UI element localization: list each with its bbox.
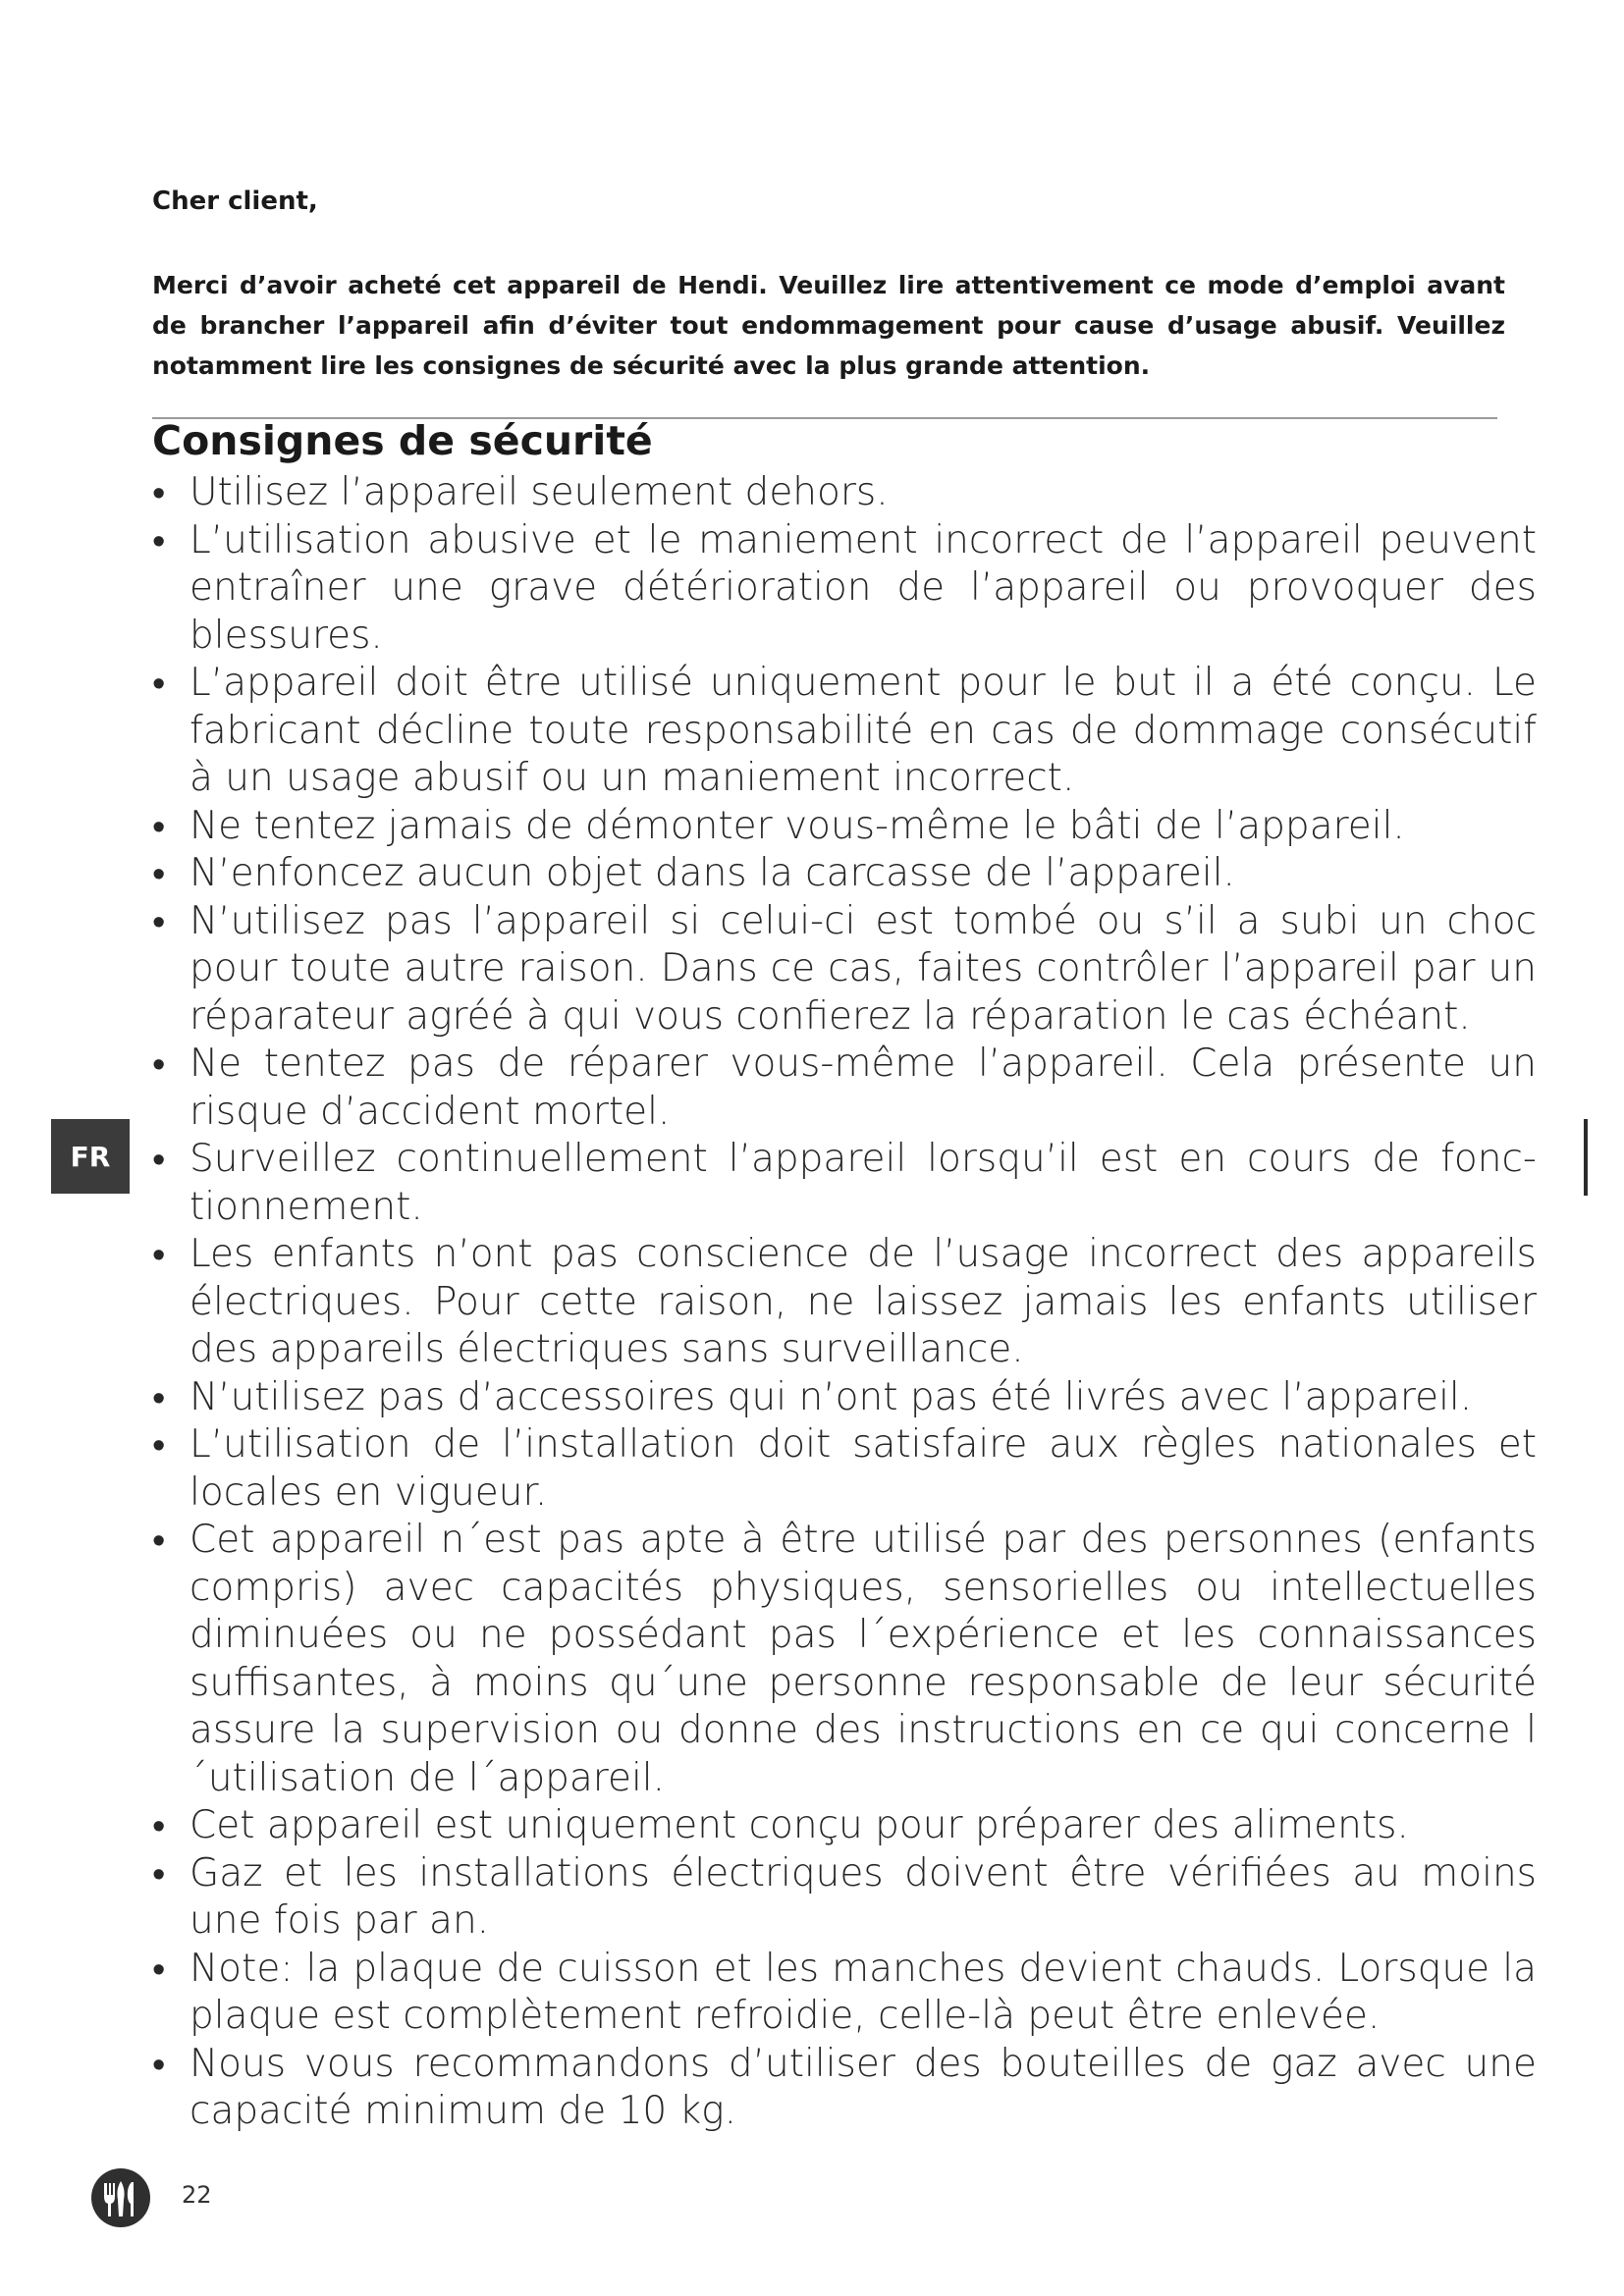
safety-item: • Ne tentez pas de réparer vous-même l’appareil. Cela présente un risque d’accident mortel. (152, 1041, 1537, 1136)
section-title: Consignes de sécurité (152, 417, 653, 464)
language-tab: FR (51, 1119, 130, 1194)
safety-item: • Gaz et les installations électriques doivent être vérifiées au moins une fois par an. (152, 1850, 1537, 1946)
cutlery-logo-icon (90, 2167, 151, 2228)
safety-item: • N’enfoncez aucun objet dans la carcasse de l’appareil. (152, 850, 1537, 898)
safety-item: • Ne tentez jamais de démonter vous-même le bâti de l’appareil. (152, 803, 1537, 851)
safety-item: • N’utilisez pas d’accessoires qui n’ont pas été livrés avec l’appareil. (152, 1374, 1537, 1422)
safety-item: • L’appareil doit être utilisé uniquement pour le but il a été conçu. Le fabricant décline toute responsabilité en cas de dommage consécutif à un usage abusif ou un maniement incorrect. (152, 660, 1537, 803)
safety-item: • Nous vous recommandons d’utiliser des bouteilles de gaz avec une capacité minimum de 10 kg. (152, 2041, 1537, 2136)
safety-item: • Les enfants n’ont pas conscience de l’usage incorrect des appareils électriques. Pour cette raison, ne laissez jamais les enfants utiliser des appareils électriques sans surveillance. (152, 1231, 1537, 1374)
safety-item: • Utilisez l’appareil seulement dehors. (152, 469, 1537, 517)
safety-item: • Note: la plaque de cuisson et les manches devient chauds. Lorsque la plaque est complètement refroidie, celle-là peut être enlevée. (152, 1946, 1537, 2041)
page-number: 22 (182, 2181, 212, 2209)
safety-item: • Cet appareil n´est pas apte à être utilisé par des personnes (enfants compris) avec capacités physiques, sensorielles ou intellectuelles diminuées ou ne possédant pas l´expérience et les connaissances suffisantes, à moins qu´une personne responsable de leur sécurité assure la supervision ou donne des instructions en ce qui concerne l´utilisation de l´appareil. (152, 1517, 1537, 1802)
safety-item: • L’utilisation de l’installation doit satisfaire aux règles nationales et locales en vigueur. (152, 1421, 1537, 1517)
safety-item: • Surveillez continuellement l’appareil lorsqu’il est en cours de fonc-tionnement. (152, 1136, 1537, 1231)
safety-item: • Cet appareil est uniquement conçu pour préparer des aliments. (152, 1802, 1537, 1850)
greeting: Cher client, (152, 187, 318, 216)
intro-paragraph: Merci d’avoir acheté cet appareil de Hendi. Veuillez lire attentivement ce mode d’emploi avant de brancher l’appareil afin d’éviter tout endommagement pour cause d’usage abusif. Veuillez notamment lire les consignes de sécurité avec la plus grande attention. (152, 271, 1505, 380)
safety-item: • N’utilisez pas l’appareil si celui-ci est tombé ou s’il a subi un choc pour toute autre raison. Dans ce cas, faites contrôler l’appareil par un réparateur agréé à qui vous confierez la réparation le cas échéant. (152, 898, 1537, 1041)
safety-item: • L’utilisation abusive et le maniement incorrect de l’appareil peuvent entraîner une grave détérioration de l’appareil ou provoquer des blessures. (152, 517, 1537, 661)
side-marker (1584, 1119, 1588, 1196)
safety-list (152, 469, 1537, 2136)
